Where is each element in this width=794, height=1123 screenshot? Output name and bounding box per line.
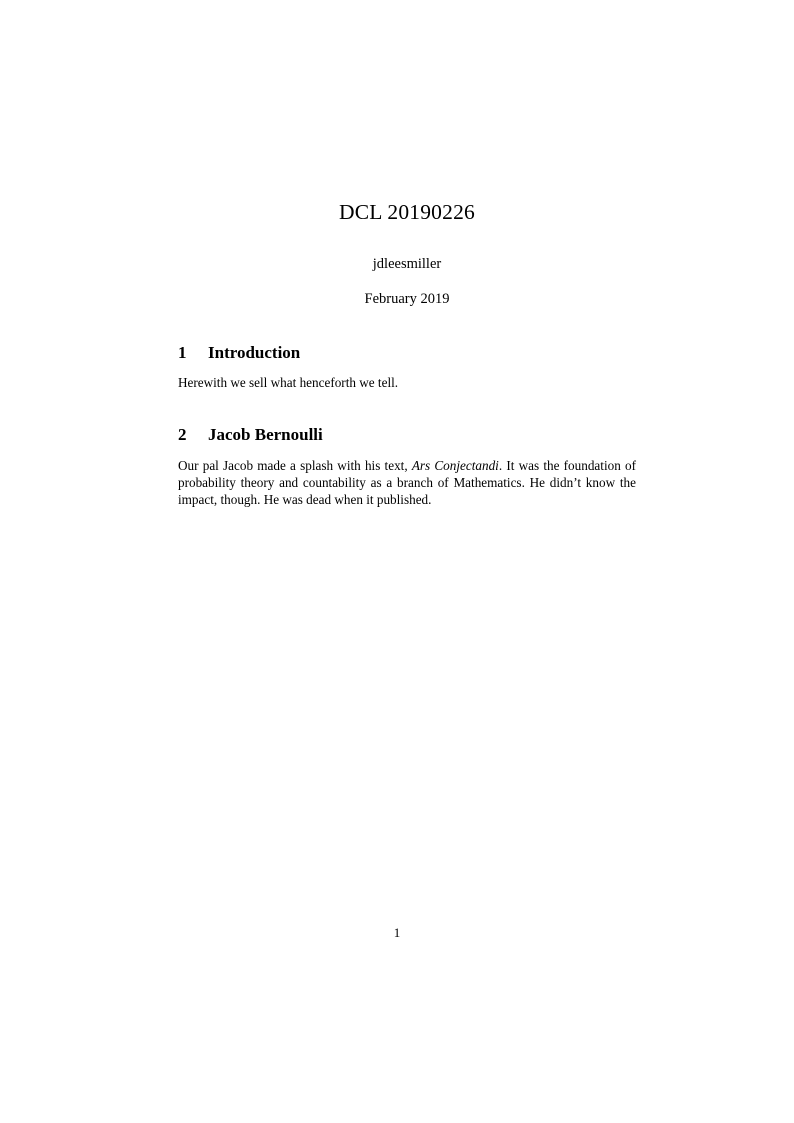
section-introduction xyxy=(178,343,636,392)
section-number: 2 xyxy=(178,425,187,445)
section-title: Jacob Bernoulli xyxy=(208,425,323,445)
document-body xyxy=(178,200,636,508)
section-title: Introduction xyxy=(208,342,301,362)
paragraph: Herewith we sell what henceforth we tell. xyxy=(178,374,399,390)
section-heading xyxy=(178,343,636,363)
section-heading xyxy=(178,425,636,445)
document-date: February 2019 xyxy=(364,291,450,308)
section-number: 1 xyxy=(178,342,187,362)
page-title: DCL 20190226 xyxy=(339,200,475,224)
document-author: jdleesmiller xyxy=(372,255,442,272)
page-number: 1 xyxy=(393,925,401,940)
section-jacob-bernoulli xyxy=(178,425,636,508)
paragraph: Our pal Jacob made a splash with his text, Ars Conjectandi. It was the foundation of probability theory and countability as a branch of Mathematics. He didn’t know the impact, though. He was dead when it published. xyxy=(178,457,636,508)
